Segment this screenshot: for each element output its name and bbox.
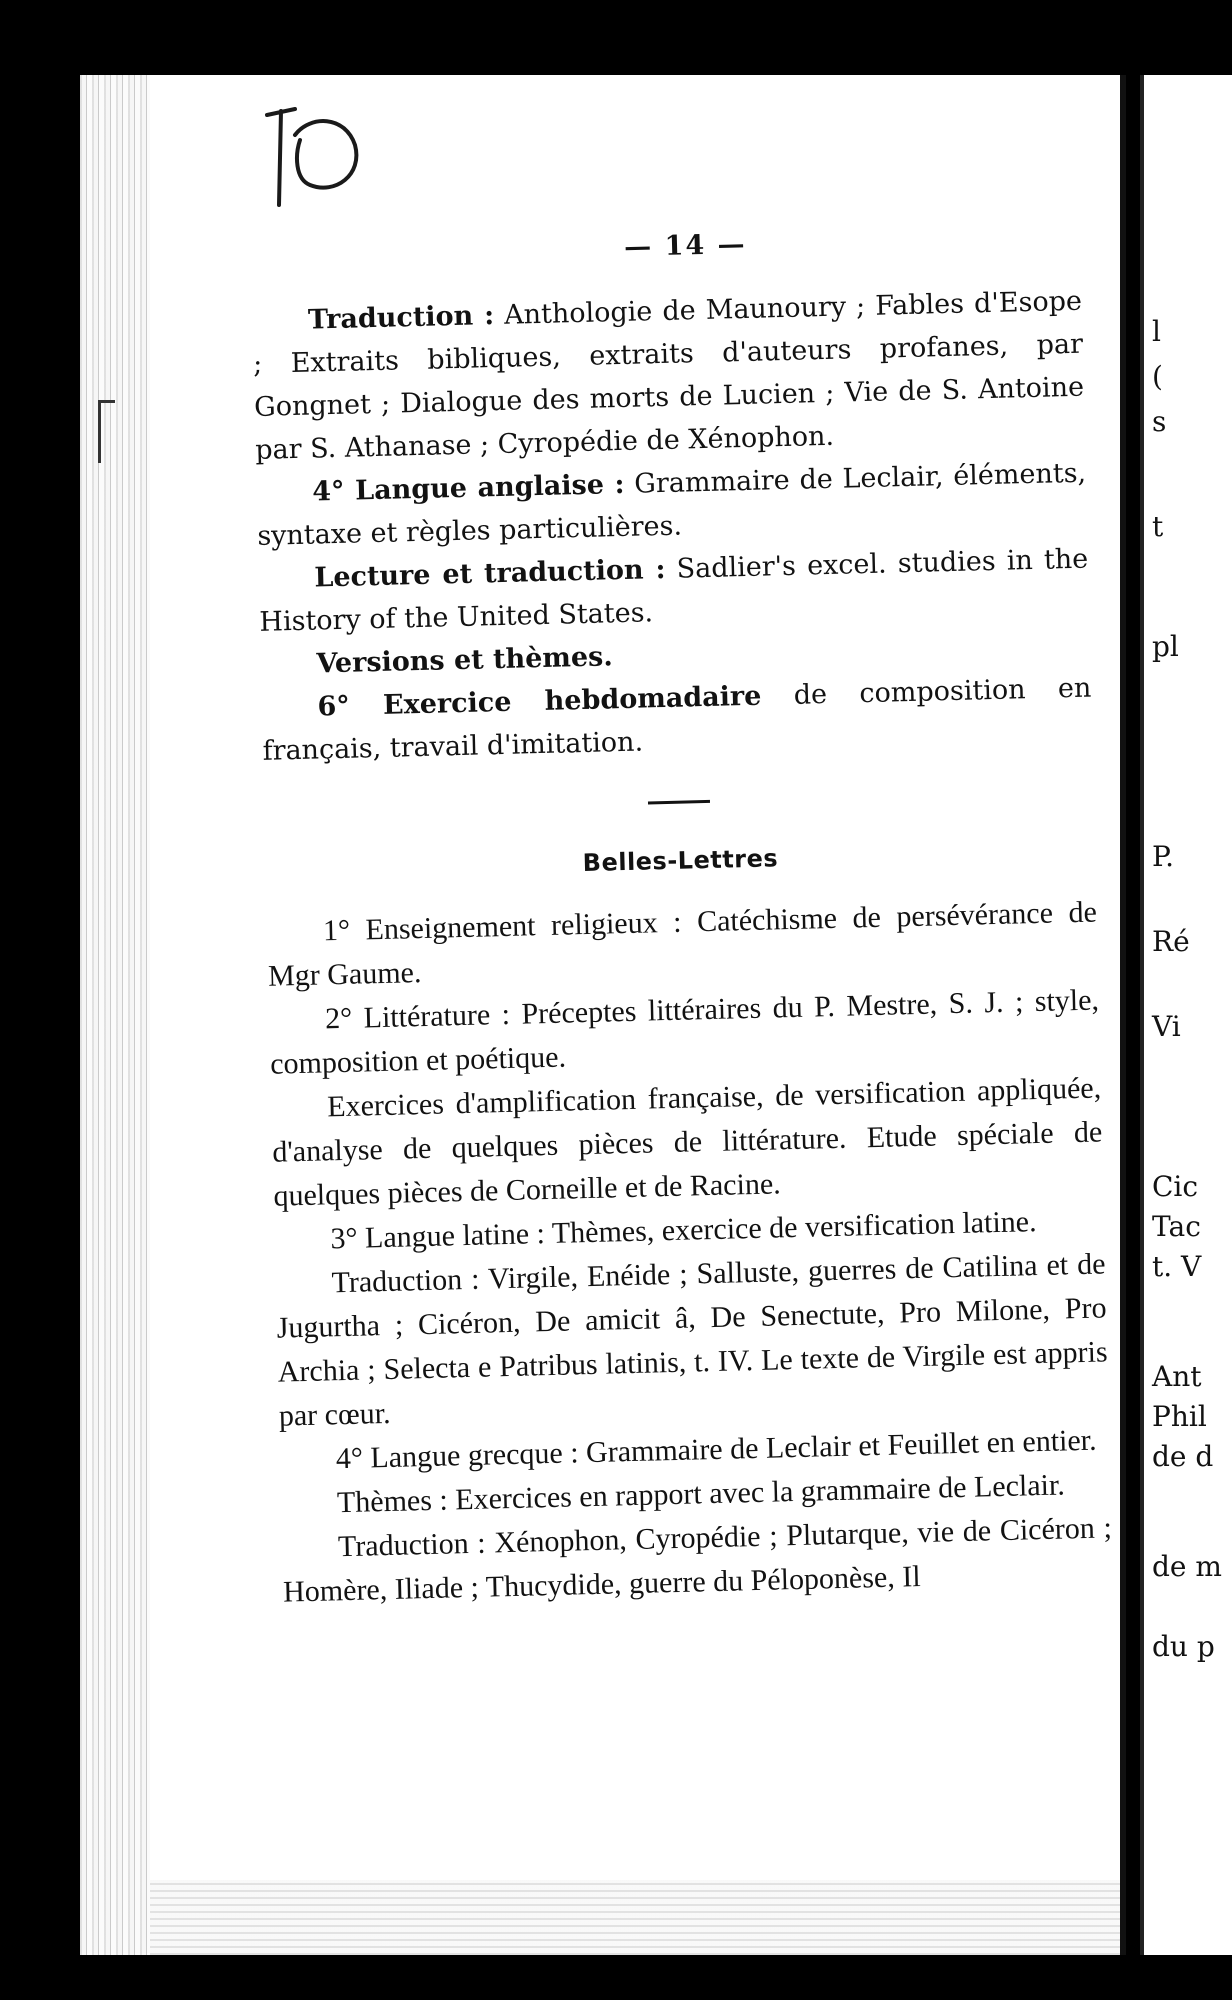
page-text <box>250 215 1113 1615</box>
paragraph-litterature: 2° Littérature : Préceptes littéraires du P. Mestre, S. J. ; style, composition et poétique. <box>269 983 1100 1081</box>
belles-lettres-section <box>267 891 1114 1615</box>
section-heading: Belles-Lettres <box>582 844 779 878</box>
paragraph-langue-latine: 3° Langue latine : Thèmes, exercice de versification latine. <box>330 1205 1037 1256</box>
paragraph-body: Anthologie de Maunoury ; Fables d'Esope ; Extraits bibliques, extraits d'auteurs profanes, par Gongnet ; Dialogue des morts de Lucien ; Vie de S. Antoine par S. Athanase ; Cyropédie de Xénophon. <box>252 285 1085 466</box>
facing-page-text: Ant <box>1152 1360 1202 1393</box>
paragraph-body: Sadlier's excel. studies in the History of the United States. <box>259 543 1089 638</box>
paragraph-body: de composition en français, travail d'imitation. <box>262 672 1092 767</box>
facing-page-text: ( <box>1152 360 1163 393</box>
handwritten-mark <box>255 95 395 235</box>
page-bottom-edge <box>150 1880 1120 1955</box>
paragraph-traduction-latine: Traduction : Virgile, Enéide ; Salluste, guerres de Catilina et de Jugurtha ; Cicéron, De amicit â, De Senectute, Pro Milone, Pro Archia ; Selecta e Patribus latinis, t. IV. Le texte de Virgile est appris par cœur. <box>276 1247 1108 1433</box>
facing-page-text: s <box>1152 405 1167 438</box>
facing-page-text: de m <box>1152 1550 1222 1583</box>
facing-page-text: l <box>1152 315 1161 348</box>
paragraph-langue-grecque: 4° Langue grecque : Grammaire de Leclair et Feuillet en entier. <box>335 1423 1097 1476</box>
paragraph-traduction-grecque: Traduction : Xénophon, Cyropédie ; Plutarque, vie de Cicéron ; Homère, Iliade ; Thucydide, guerre du Péloponèse, Il <box>282 1511 1113 1609</box>
paragraph-body: Grammaire de Leclair, éléments, syntaxe et règles particulières. <box>256 457 1087 552</box>
facing-page-text: Vi <box>1152 1010 1181 1043</box>
paragraph-lead: 4° Langue anglaise : <box>311 468 625 508</box>
facing-page-text: Tac <box>1152 1210 1201 1243</box>
paragraph-lead: 6° Exercice hebdomadaire <box>317 680 762 723</box>
facing-page-text: Ré <box>1152 925 1190 958</box>
paragraph-exercices: Exercices d'amplification française, de versification appliquée, d'analyse de quelques pièces de littérature. Etude spéciale de quelques pièces de Corneille et de Racine. <box>272 1071 1103 1213</box>
page-number: — 14 — <box>623 228 747 263</box>
paragraph-themes: Thèmes : Exercices en rapport avec la grammaire de Leclair. <box>336 1468 1066 1520</box>
facing-page-fragment <box>1140 75 1232 1955</box>
page-gutter-shadow <box>80 75 150 1955</box>
facing-page-text: du p <box>1152 1630 1215 1663</box>
paragraph-enseignement: 1° Enseignement religieux : Catéchisme de persévérance de Mgr Gaume. <box>267 895 1098 993</box>
facing-page-text: Phil <box>1152 1400 1207 1433</box>
facing-page-text: t <box>1152 510 1164 543</box>
facing-page-text: t. V <box>1152 1250 1202 1283</box>
paragraph-lead: Lecture et traduction : <box>314 553 666 594</box>
paragraph-lead: Traduction : <box>307 300 495 336</box>
facing-page-text: de d <box>1152 1440 1214 1473</box>
gutter-mark <box>98 400 115 463</box>
paragraph-lead: Versions et thèmes. <box>316 641 614 680</box>
paragraph-traduction <box>252 280 1086 472</box>
facing-page-text: P. <box>1152 840 1175 873</box>
facing-page-text: Cic <box>1152 1170 1199 1203</box>
section-divider <box>648 800 710 805</box>
facing-page-text: pl <box>1152 630 1179 663</box>
